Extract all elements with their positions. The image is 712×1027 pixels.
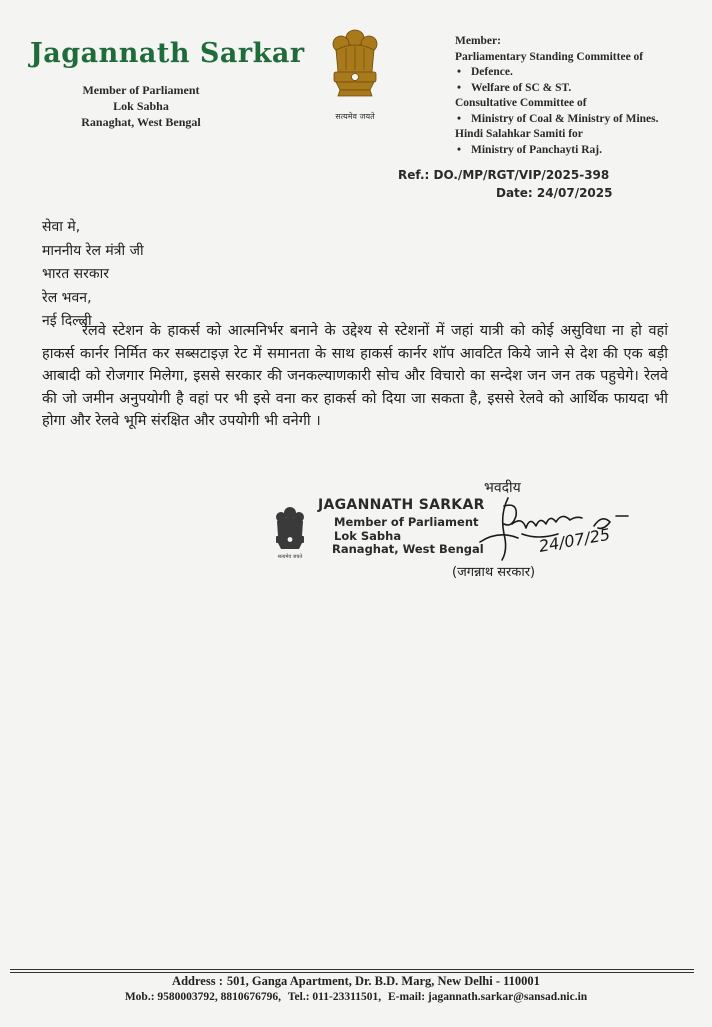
signatory-house: Lok Sabha [334,528,402,543]
standing-committee: Parliamentary Standing Committee of [455,50,644,63]
addressee-line: भारत सरकार [42,266,109,282]
list-item: • Defence. [455,65,705,81]
hindi-samiti: Hindi Salahkar Samiti for [455,128,583,140]
letter-date: Date: 24/07/2025 [496,186,613,200]
signature-printed-block [318,497,485,557]
handwritten-date: 24/07/25 [537,524,612,556]
letterhead-title: Member of Parliament [82,83,200,97]
mobile-label: Mob.: [124,991,155,1003]
national-emblem-icon [326,26,384,110]
reference-number: Ref.: DO./MP/RGT/VIP/2025-398 [398,168,610,182]
footer-divider [10,969,694,970]
signatory-name: JAGANNATH SARKAR [318,497,485,513]
footer-contact [0,991,712,1003]
signatory-constituency: Ranaghat, West Bengal [332,542,484,556]
telephone-label: Tel.: [287,991,310,1003]
svg-text:सत्यमेव जयते: सत्यमेव जयते [277,554,303,560]
telephone-value: 011-23311501, [312,991,382,1003]
salutation: सेवा मे, [42,219,81,235]
list-item: • Ministry of Panchayti Raj. [455,143,705,159]
membership-block [455,34,705,158]
letterhead-house: Lok Sabha [113,99,169,113]
footer-address [0,974,712,989]
addressee-block [42,216,342,334]
addressee-line: नई दिल्ली [42,313,92,329]
closing-text: भवदीय [484,480,521,496]
emblem-stamp-icon [270,504,310,562]
list-item: • Ministry of Coal & Ministry of Mines. [455,112,705,128]
address-value: 501, Ganga Apartment, Dr. B.D. Marg, New Delhi - 110001 [226,974,540,988]
reference-block [398,166,668,202]
email-label: E-mail: [387,991,426,1003]
list-item: • Welfare of SC & ST. [455,81,705,97]
mobile-value: 9580003792, 8810676796, [157,991,282,1003]
membership-heading: Member: [455,35,501,47]
emblem-motto: सत्यमेव जयते [335,112,375,121]
email-value[interactable]: jagannath.sarkar@sansad.nic.in [427,991,588,1003]
addressee-line: रेल भवन, [42,289,92,306]
letterhead-constituency: Ranaghat, West Bengal [81,115,201,129]
signatory-name-hindi: (जगन्नाथ सरकार) [452,565,536,580]
consultative-committee: Consultative Committee of [455,97,587,109]
letterhead-name: Jagannath Sarkar [30,38,305,69]
footer-divider [10,972,694,973]
handwritten-signature [478,494,638,568]
letter-body: रेलवे स्टेशन के हाकर्स को आत्मनिर्भर बनाने के उद्देश्य से स्टेशनों में जहां यात्री को कोई असुविधा ना हो वहां हाकर्स कार्नर निर्मित कर सब्सटाइज़ रेट में समानता के साथ हाकर्स कार्नर शॉप आवटित किये जाने से देश की एक बड़ी आबादी को रोजगार मिलेगा, इससे सरकार की जनकल्याणकारी सोच और विचारो का सन्देश जन जन तक पहुचेगे। रेलवे की जो जमीन अनुपयोगी है वहां पर भी इसे वना कर हाकर्स को दिया जा सकता है, इससे रेलवे को आर्थिक फायदा भी होगा और रेलवे भूमि संरक्षित और उपयोगी भी वनेगी । [42,323,668,429]
letterhead-designation [56,82,226,130]
addressee-line: माननीय रेल मंत्री जी [42,242,144,259]
address-label: Address : [172,974,223,988]
signatory-title: Member of Parliament [334,515,479,529]
